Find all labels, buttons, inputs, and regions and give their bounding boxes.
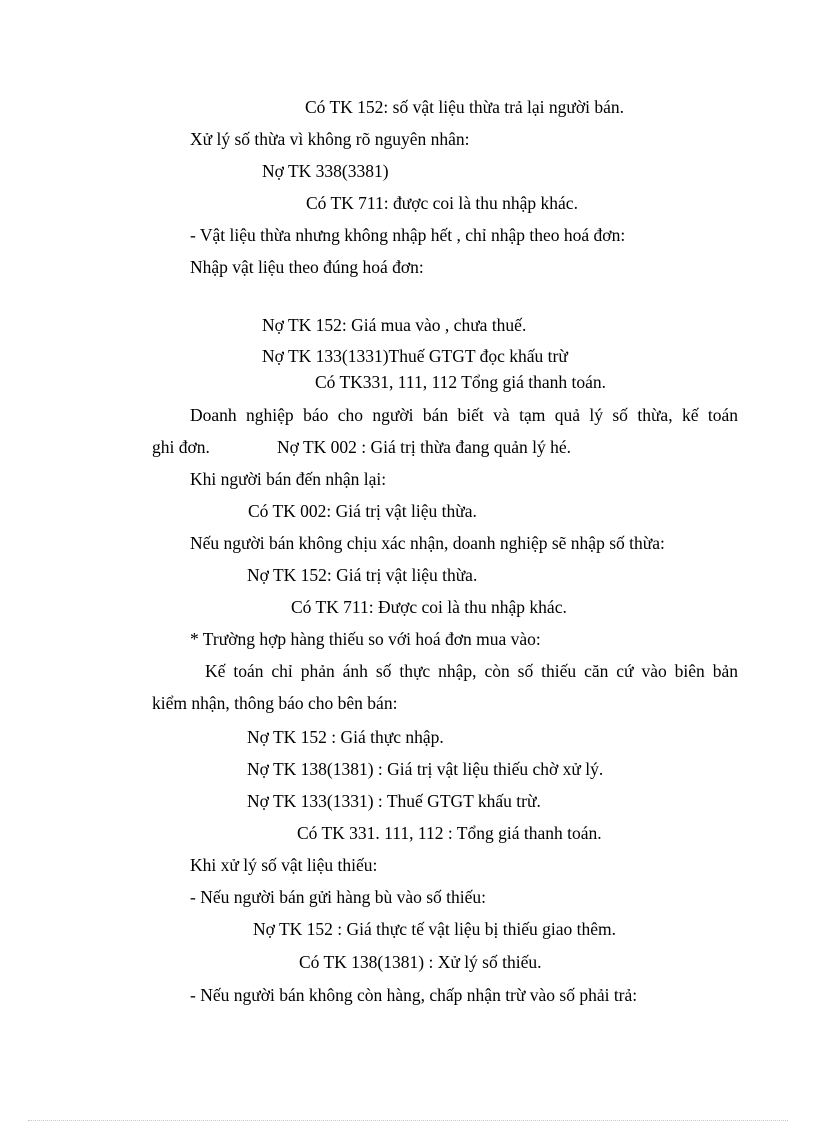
text-line: Nợ TK 152: Giá mua vào , chưa thuế. — [262, 315, 527, 335]
text-line: Nợ TK 338(3381) — [262, 161, 389, 181]
text-line: Nợ TK 152 : Giá thực tế vật liệu bị thiếu giao thêm. — [253, 919, 616, 939]
text-line: Có TK 711: được coi là thu nhập khác. — [306, 193, 578, 213]
text-line: Nợ TK 133(1331) : Thuế GTGT khấu trừ. — [247, 791, 541, 811]
text-line: Nếu người bán không chịu xác nhận, doanh nghiệp sẽ nhập số thừa: — [190, 533, 665, 553]
text-line: Doanh nghiệp báo cho người bán biết và tạm quả lý số thừa, kế toán — [190, 405, 738, 425]
text-line: Xử lý số thừa vì không rõ nguyên nhân: — [190, 129, 470, 149]
text-line: - Nếu người bán gửi hàng bù vào số thiếu: — [190, 887, 487, 907]
text-line: ghi đơn. — [152, 437, 210, 457]
text-line: Có TK 331. 111, 112 : Tổng giá thanh toán. — [297, 823, 602, 843]
text-line: Có TK 711: Được coi là thu nhập khác. — [291, 597, 567, 617]
page-bottom-dotted-rule — [28, 1120, 788, 1121]
text-line: Có TK 002: Giá trị vật liệu thừa. — [248, 501, 477, 521]
text-line: Khi xử lý số vật liệu thiếu: — [190, 855, 378, 875]
text-line: Nợ TK 002 : Giá trị thừa đang quản lý hé. — [277, 437, 571, 457]
text-line: Nhập vật liệu theo đúng hoá đơn: — [190, 257, 424, 277]
text-line: * Trường hợp hàng thiếu so với hoá đơn mua vào: — [190, 629, 541, 649]
text-line: Kế toán chỉ phản ánh số thực nhập, còn số thiếu căn cứ vào biên bản — [205, 661, 738, 681]
text-line: Nợ TK 138(1381) : Giá trị vật liệu thiếu chờ xử lý. — [247, 759, 604, 779]
text-line: kiểm nhận, thông báo cho bên bán: — [152, 693, 398, 713]
text-line: Nợ TK 152: Giá trị vật liệu thừa. — [247, 565, 478, 585]
text-line: Có TK 152: số vật liệu thừa trả lại người bán. — [305, 97, 625, 117]
text-line: - Vật liệu thừa nhưng không nhập hết , chỉ nhập theo hoá đơn: — [190, 225, 626, 245]
text-line: - Nếu người bán không còn hàng, chấp nhận trừ vào số phải trả: — [190, 985, 638, 1005]
text-line: Có TK331, 111, 112 Tổng giá thanh toán. — [315, 372, 606, 392]
text-line: Khi người bán đến nhận lại: — [190, 469, 387, 489]
text-line: Nợ TK 133(1331)Thuế GTGT đọc khấu trừ — [262, 346, 568, 366]
text-line: Có TK 138(1381) : Xử lý số thiếu. — [299, 952, 542, 972]
text-line: Nợ TK 152 : Giá thực nhập. — [247, 727, 444, 747]
